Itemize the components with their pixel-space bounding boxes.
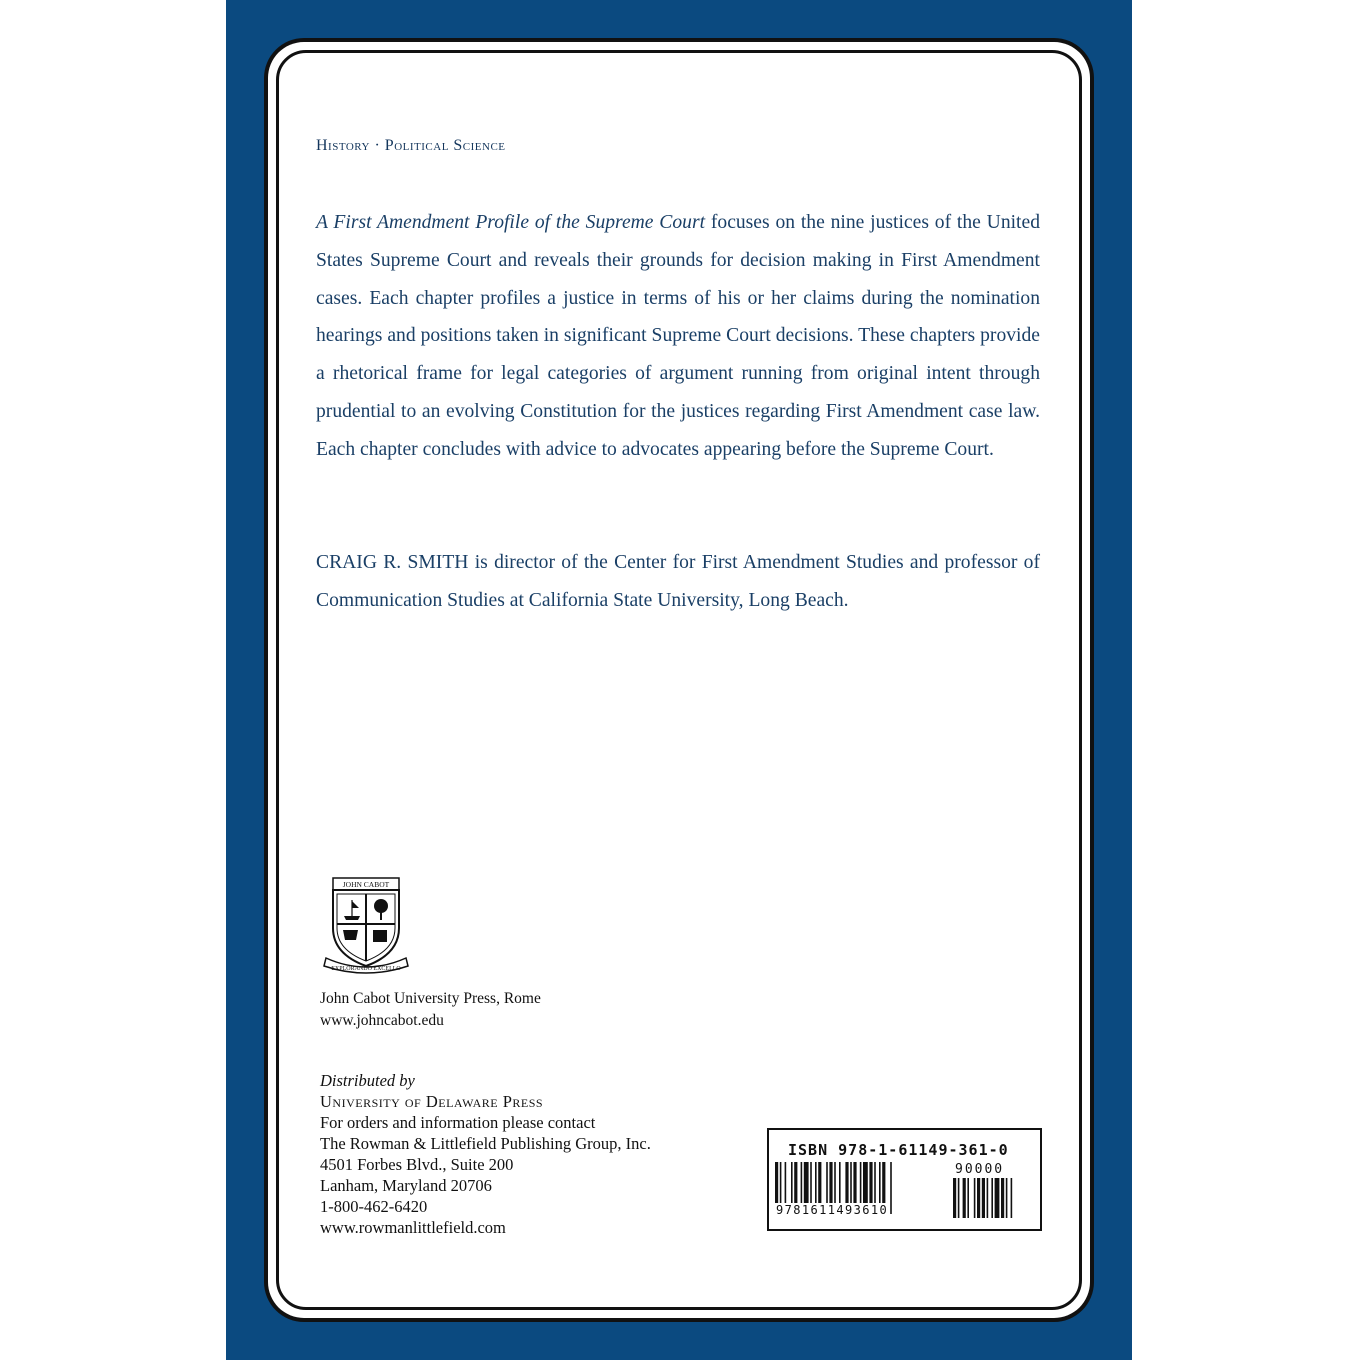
book-description (316, 204, 1040, 469)
description-body: focuses on the nine justices of the United States Supreme Court and reveals their grounds for decision making in First Amendment cases. Each chapter profiles a justice in terms of his or her claims during the nomination hearings and positions taken in significant Supreme Court decisions. These chapters provide a rhetorical frame for legal categories of argument running from original intent through prudential to an evolving Constitution for the justices regarding First Amendment case law. Each chapter concludes with advice to advocates appearing before the Supreme Court. (316, 212, 1040, 460)
price-code: 90000 (955, 1162, 1005, 1177)
barcode-digits: 9781611493610 (776, 1203, 889, 1217)
isbn-label: ISBN 978-1-61149-361-0 (788, 1141, 1009, 1159)
book-title-italic: A First Amendment Profile of the Supreme Court (316, 212, 706, 233)
category-label: History · Political Science (316, 137, 506, 154)
barcode-bar (974, 1178, 976, 1218)
distributor-address: 4501 Forbes Blvd., Suite 200 (320, 1155, 514, 1174)
publisher-block (320, 988, 541, 1032)
barcode-bar (977, 1178, 980, 1218)
distributor-line: For orders and information please contact (320, 1113, 596, 1132)
university-crest-icon (318, 876, 414, 976)
barcode-bar (982, 1178, 985, 1218)
distributor-block (320, 1070, 651, 1238)
barcode-bar (987, 1178, 989, 1218)
author-bio (316, 544, 1040, 620)
distributor-phone: 1-800-462-6420 (320, 1197, 428, 1216)
distributor-name: University of Delaware Press (320, 1092, 544, 1111)
barcode-bar (958, 1178, 960, 1218)
distributor-address: Lanham, Maryland 20706 (320, 1176, 492, 1195)
barcode-bar (1011, 1178, 1013, 1218)
crest-top-text: JOHN CABOT (342, 880, 390, 889)
author-name: CRAIG R. SMITH (316, 552, 469, 573)
barcode-bar (953, 1178, 956, 1218)
publisher-name: John Cabot University Press, Rome (320, 990, 541, 1007)
distributed-by-label: Distributed by (320, 1071, 415, 1090)
barcode-bar (963, 1178, 966, 1218)
barcode-bar (995, 1178, 1000, 1218)
distributor-url: www.rowmanlittlefield.com (320, 1218, 506, 1237)
publisher-url: www.johncabot.edu (320, 1012, 444, 1029)
barcode-bar (967, 1178, 969, 1218)
barcode-bar (1006, 1178, 1008, 1218)
author-bio-text: is director of the Center for First Amendment Studies and professor of Communication Studies at California State University, Long Beach. (316, 552, 1040, 611)
crest-ribbon-text: EXPLORANDO EXCELLO (331, 966, 401, 972)
barcode-bar (991, 1178, 993, 1218)
barcode-bar (1001, 1178, 1004, 1218)
distributor-line: The Rowman & Littlefield Publishing Group, Inc. (320, 1134, 651, 1153)
barcode-bar (890, 1162, 892, 1214)
